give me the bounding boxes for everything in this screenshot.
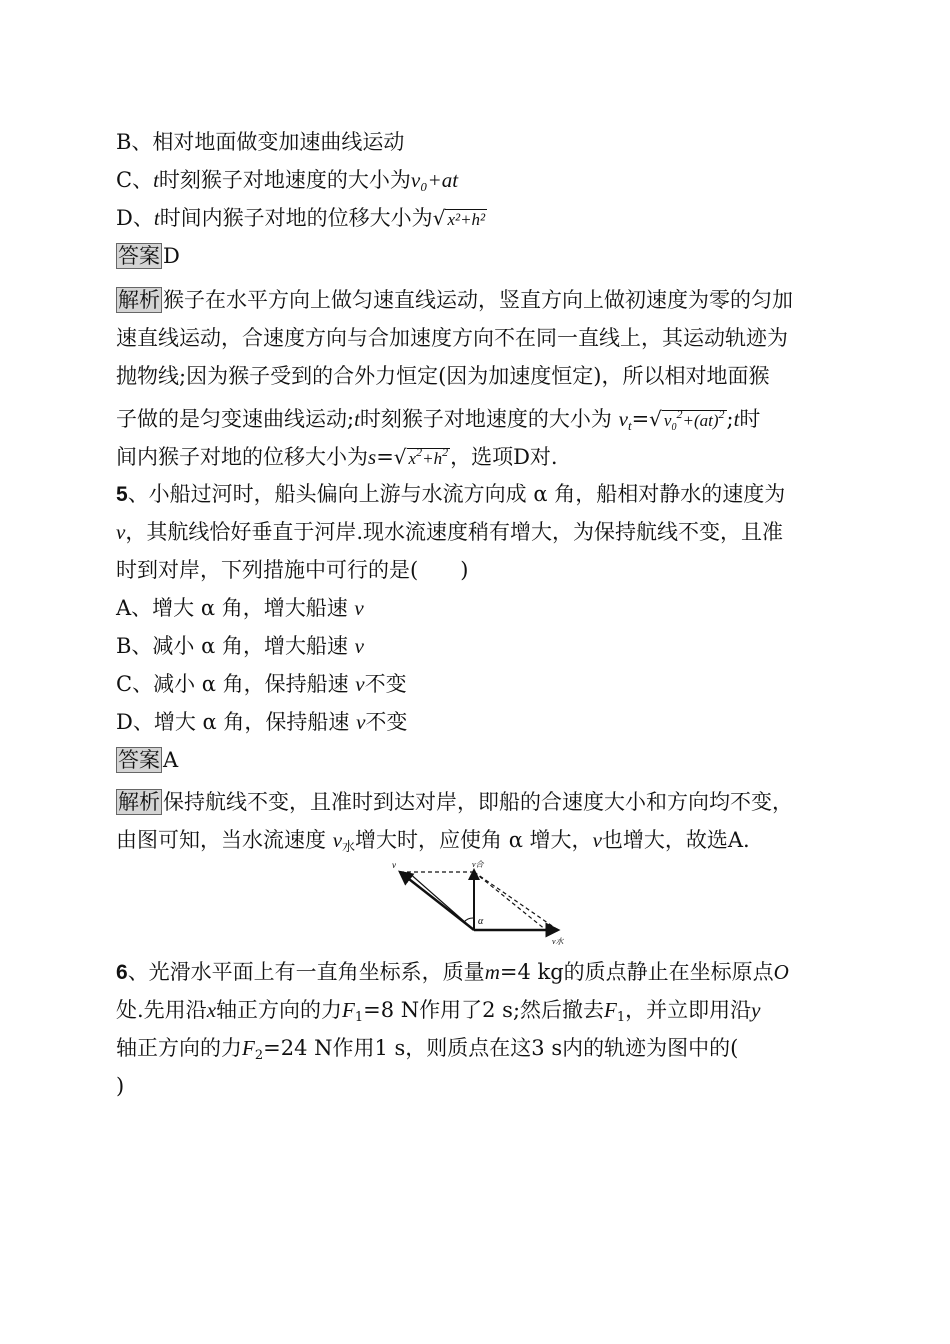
q6-line-1: 6、光滑水平面上有一直角坐标系，质量m=4 kg的质点静止在坐标原点O xyxy=(116,960,789,984)
q5-option-a: A、增大 α 角，增大船速 v xyxy=(116,596,364,620)
q4-option-d: D、t时间内猴子对地的位移大小为√ x²+h² xyxy=(116,204,487,234)
q5-stem-line-3: 时到对岸，下列措施中可行的是( ) xyxy=(116,558,469,582)
q4-analysis-line-2: 速直线运动，合速度方向与合加速度方向不在同一直线上，其运动轨迹为 xyxy=(116,326,788,350)
dashed-line-3 xyxy=(474,872,558,930)
sqrt-formula: √ x²+h² xyxy=(432,206,486,230)
dashed-line-2 xyxy=(474,872,546,930)
q5-stem-line-1: 5、小船过河时，船头偏向上游与水流方向成 α 角，船相对静水的速度为 xyxy=(116,482,786,506)
analysis-tag: 解析 xyxy=(118,790,160,814)
q5-option-d: D、增大 α 角，保持船速 v不变 xyxy=(116,710,408,734)
label-alpha: α xyxy=(478,916,484,927)
sqrt-formula-vt: √ $v_0^2+(at)^2$ xyxy=(649,407,725,433)
q4-analysis-line-1: 解析 猴子在水平方向上做匀速直线运动，竖直方向上做初速度为零的匀加 xyxy=(118,288,793,312)
q5-answer: 答案 A xyxy=(118,748,179,772)
answer-tag: 答案 xyxy=(118,748,160,772)
q5-analysis-line-2: 由图可知，当水流速度 $v_水$增大时，应使角 α 增大，v也增大，故选A. xyxy=(116,828,750,855)
q5-stem-line-2: v，其航线恰好垂直于河岸.现水流速度稍有增大，为保持航线不变，且准 xyxy=(116,520,784,544)
q4-analysis-line-4: 子做的是匀变速曲线运动;t时刻猴子对地速度的大小为 $v_t=√$ $v_0^2+(at)^2;t$时 xyxy=(116,400,760,442)
q4-answer: 答案 D xyxy=(118,244,180,268)
q6-line-3: 轴正方向的力$F_2=24$ N作用1 s，则质点在这3 s内的轨迹为图中的( xyxy=(116,1036,739,1063)
label-v: v xyxy=(392,860,396,870)
q4-analysis-line-5: 间内猴子对地的位移大小为s=√ $x^2+h^2$，选项D对. xyxy=(116,438,558,473)
q6-line-2: 处.先用沿x轴正方向的力$F_1=8$ N作用了2 s;然后撤去$F_1$，并立即用沿y xyxy=(116,998,761,1025)
answer-tag: 答案 xyxy=(118,244,160,268)
q6-line-4: ) xyxy=(116,1074,125,1098)
q5-option-b: B、减小 α 角，增大船速 v xyxy=(116,634,364,658)
label-v-he: v合 xyxy=(472,860,484,869)
q4-analysis-line-3: 抛物线;因为猴子受到的合外力恒定(因为加速度恒定)，所以相对地面猴 xyxy=(116,364,770,388)
velocity-vector-diagram xyxy=(380,856,570,948)
q5-option-c: C、减小 α 角，保持船速 v不变 xyxy=(116,672,407,696)
sqrt-formula-s: √ $x^2+h^2$ xyxy=(393,445,449,469)
analysis-tag: 解析 xyxy=(118,288,160,312)
q4-option-b: B、相对地面做变加速曲线运动 xyxy=(116,130,405,154)
alpha-arc xyxy=(464,918,474,922)
label-v-shui: v水 xyxy=(552,937,564,946)
q5-analysis-line-1: 解析 保持航线不变，且准时到达对岸，即船的合速度大小和方向均不变， xyxy=(118,790,793,814)
q4-option-c: C、t时刻猴子对地速度的大小为v₀+at xyxy=(116,168,459,192)
